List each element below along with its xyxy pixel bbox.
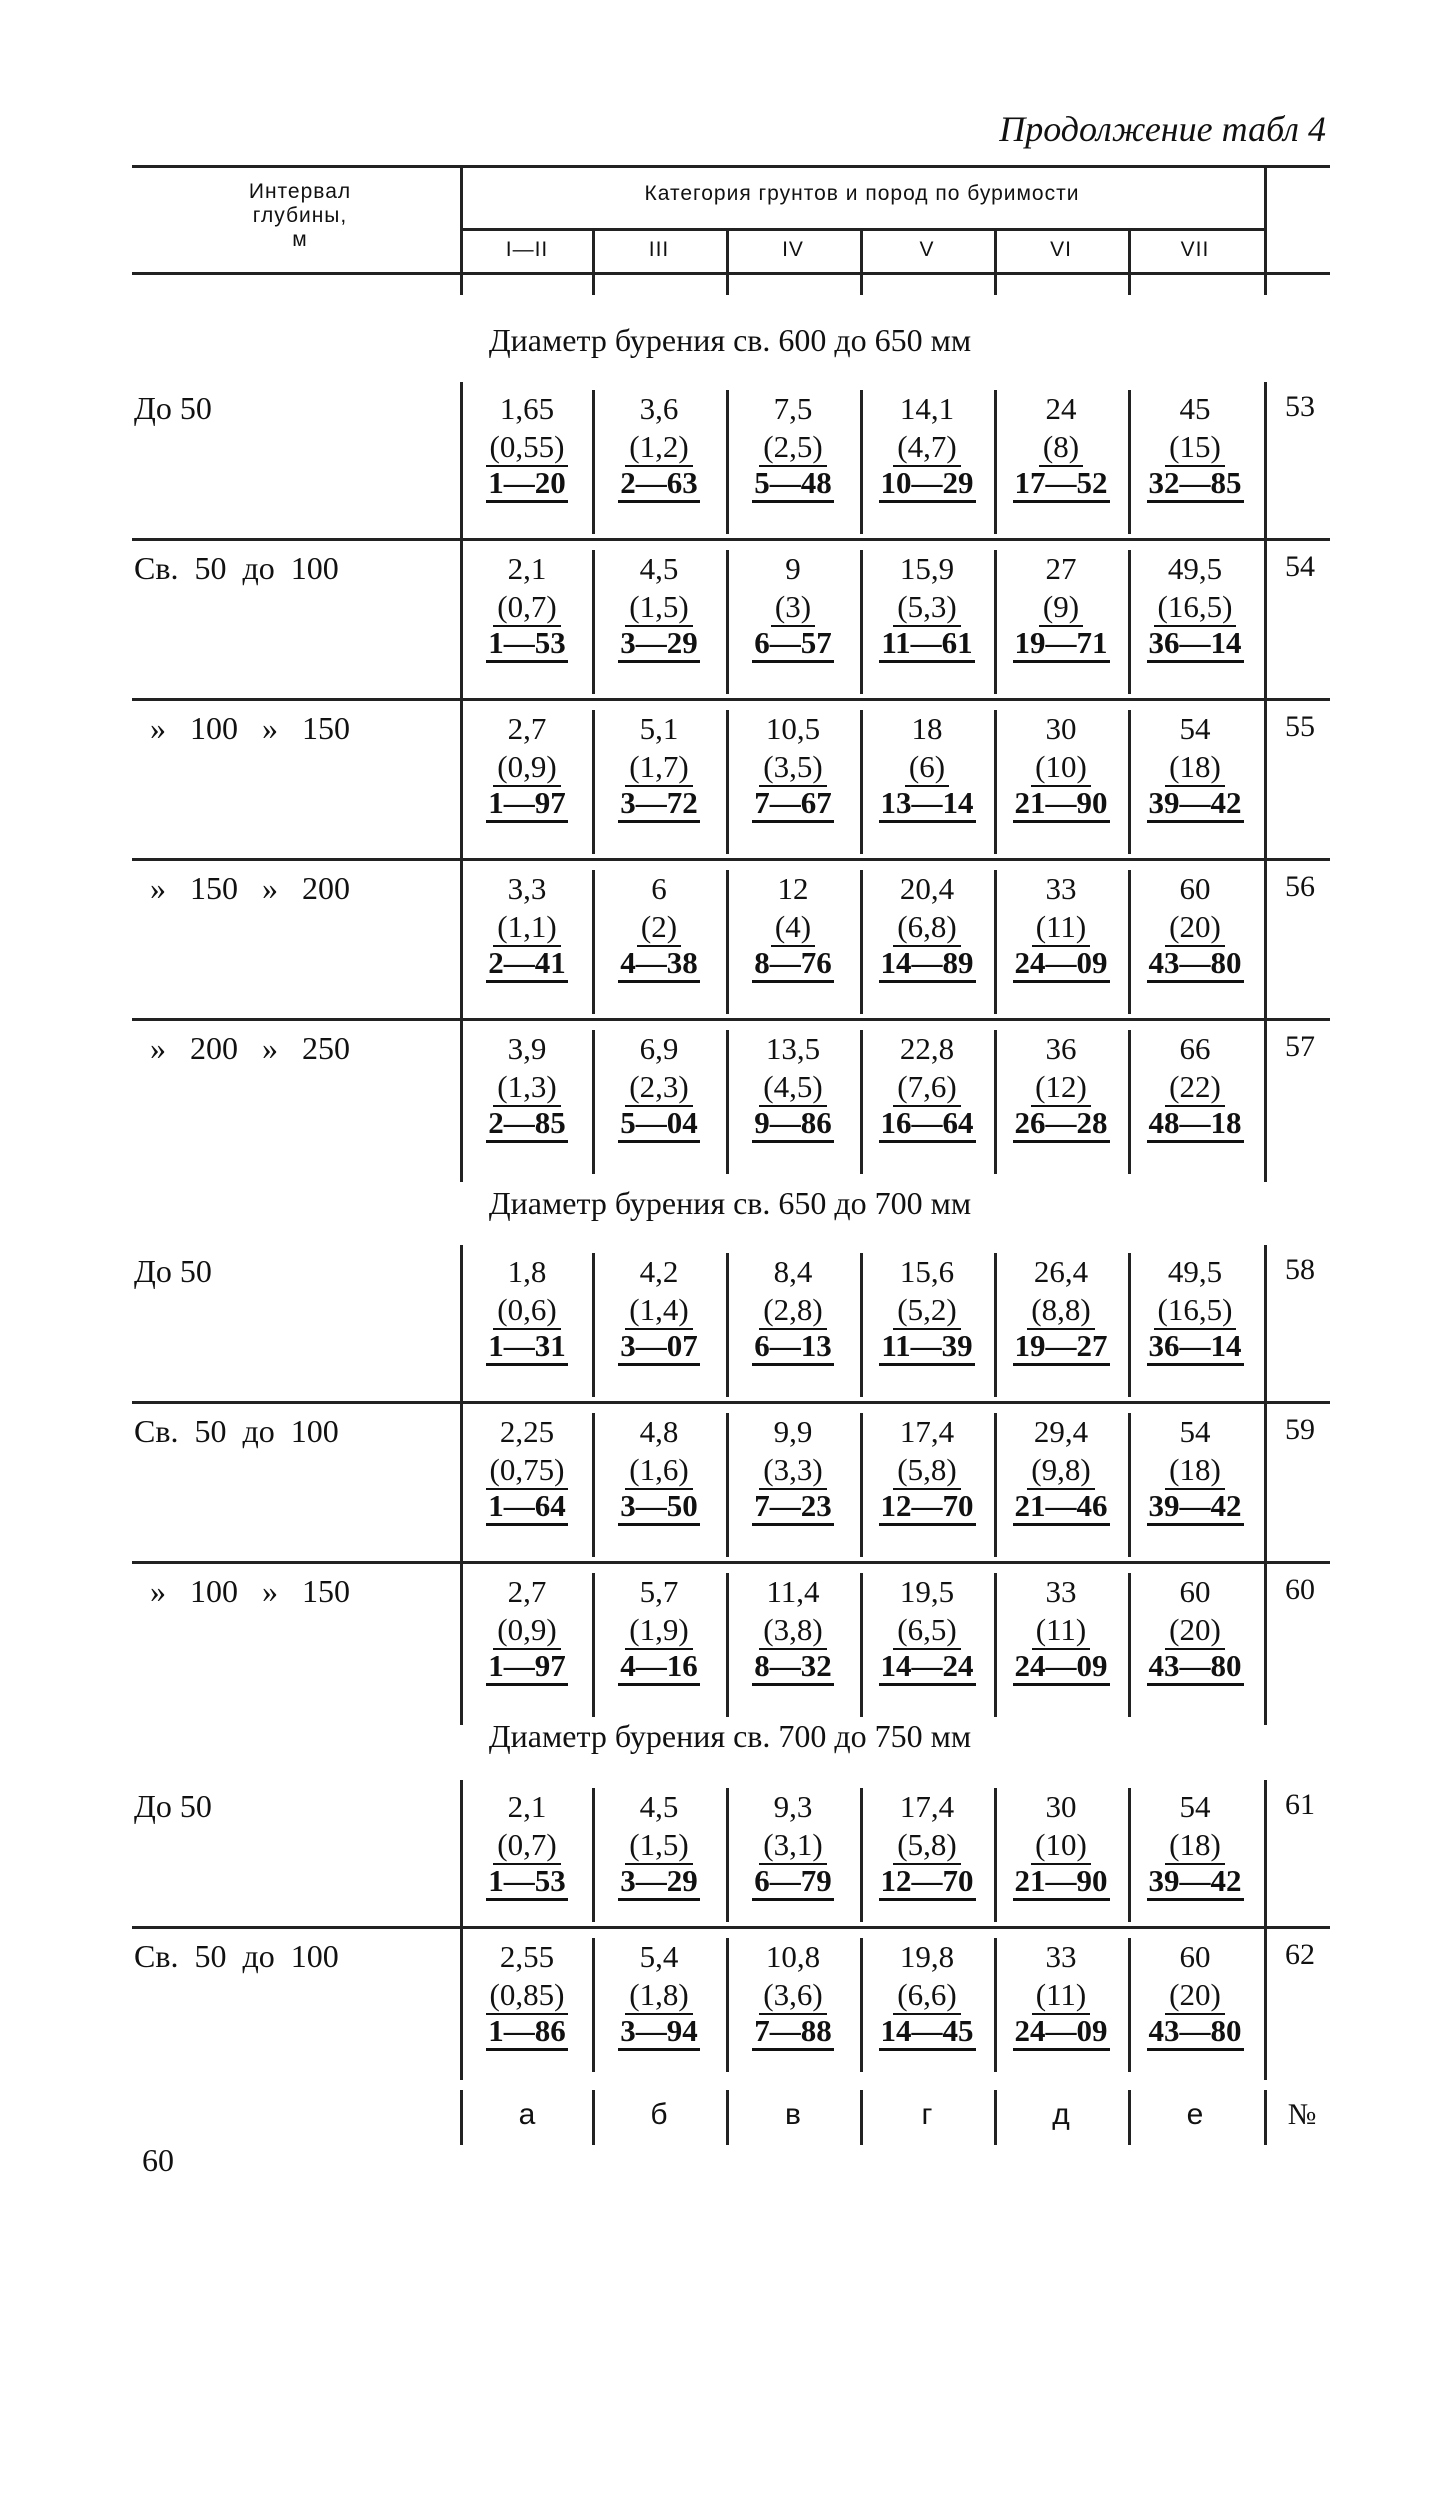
cell-value: 10,5 xyxy=(765,711,821,746)
cell-paren-value: (5,3) xyxy=(893,589,960,627)
cell-code: 7—88 xyxy=(752,2014,834,2051)
table-cell xyxy=(1128,1573,1262,1686)
cell-paren-value: (4,5) xyxy=(759,1069,826,1107)
table-cell xyxy=(726,710,860,823)
table-cell xyxy=(592,1253,726,1366)
cell-paren-value: (3,1) xyxy=(759,1827,826,1865)
section-title: Диаметр бурения св. 600 до 650 мм xyxy=(488,322,972,358)
cell-value: 5,4 xyxy=(639,1939,679,1974)
cell-value: 15,6 xyxy=(899,1254,955,1289)
cell-paren-value: (3) xyxy=(771,589,815,627)
cell-code: 6—79 xyxy=(752,1864,834,1901)
cell-code: 4—16 xyxy=(618,1649,700,1686)
cell-code: 2—41 xyxy=(486,946,568,983)
cell-code: 39—42 xyxy=(1147,1489,1244,1526)
cell-value: 11,4 xyxy=(766,1574,820,1609)
cell-paren-value: (12) xyxy=(1031,1069,1091,1107)
cell-paren-value: (7,6) xyxy=(893,1069,960,1107)
cell-value: 49,5 xyxy=(1167,1254,1223,1289)
cell-paren-value: (0,75) xyxy=(486,1452,569,1490)
cell-value: 54 xyxy=(1179,1414,1211,1449)
cell-value: 8,4 xyxy=(773,1254,813,1289)
table-cell xyxy=(592,1573,726,1686)
cell-code: 14—89 xyxy=(879,946,976,983)
cell-code: 3—94 xyxy=(618,2014,700,2051)
table-cell xyxy=(1128,1788,1262,1901)
cell-paren-value: (15) xyxy=(1165,429,1225,467)
column-letter: в xyxy=(785,2098,801,2131)
cell-value: 33 xyxy=(1045,871,1077,906)
cell-paren-value: (3,5) xyxy=(759,749,826,787)
column-header: V xyxy=(919,238,935,261)
cell-value: 17,4 xyxy=(899,1414,955,1449)
cell-paren-value: (1,1) xyxy=(493,909,560,947)
column-letter: е xyxy=(1186,2098,1204,2131)
table-cell xyxy=(460,1253,594,1366)
table-cell xyxy=(726,1938,860,2051)
cell-code: 3—29 xyxy=(618,626,700,663)
cell-code: 11—39 xyxy=(879,1329,974,1366)
table-cell xyxy=(994,1938,1128,2051)
cell-paren-value: (1,2) xyxy=(625,429,692,467)
cell-value: 17,4 xyxy=(899,1789,955,1824)
cell-code: 5—48 xyxy=(752,466,834,503)
cell-code: 24—09 xyxy=(1013,2014,1110,2051)
cell-value: 60 xyxy=(1179,1939,1211,1974)
cell-paren-value: (5,8) xyxy=(893,1827,960,1865)
cell-value: 5,7 xyxy=(639,1574,679,1609)
cell-value: 30 xyxy=(1045,1789,1077,1824)
cell-value: 60 xyxy=(1179,871,1211,906)
table-cell xyxy=(592,550,726,663)
cell-paren-value: (10) xyxy=(1031,749,1091,787)
row-label: Св. 50 до 100 xyxy=(134,1938,339,1974)
cell-paren-value: (0,55) xyxy=(486,429,569,467)
cell-paren-value: (20) xyxy=(1165,1612,1225,1650)
cell-code: 17—52 xyxy=(1013,466,1110,503)
column-header: III xyxy=(648,238,670,261)
cell-paren-value: (9,8) xyxy=(1027,1452,1094,1490)
cell-paren-value: (5,2) xyxy=(893,1292,960,1330)
cell-paren-value: (11) xyxy=(1032,1977,1091,2015)
cell-value: 7,5 xyxy=(773,391,813,426)
table-cell xyxy=(860,1030,994,1143)
cell-code: 3—29 xyxy=(618,1864,700,1901)
column-letter: б xyxy=(650,2098,668,2131)
cell-code: 1—64 xyxy=(486,1489,568,1526)
cell-value: 18 xyxy=(911,711,943,746)
cell-code: 2—85 xyxy=(486,1106,568,1143)
cell-value: 60 xyxy=(1179,1574,1211,1609)
cell-value: 9,9 xyxy=(773,1414,813,1449)
cell-value: 2,1 xyxy=(507,551,547,586)
cell-code: 13—14 xyxy=(879,786,976,823)
cell-code: 6—57 xyxy=(752,626,834,663)
table-cell xyxy=(1128,1030,1262,1143)
cell-value: 29,4 xyxy=(1033,1414,1089,1449)
table-cell xyxy=(726,390,860,503)
cell-value: 13,5 xyxy=(765,1031,821,1066)
table-cell xyxy=(726,550,860,663)
table-cell xyxy=(460,1573,594,1686)
cell-paren-value: (1,5) xyxy=(625,589,692,627)
cell-code: 4—38 xyxy=(618,946,700,983)
cell-code: 21—90 xyxy=(1013,786,1110,823)
cell-value: 14,1 xyxy=(899,391,955,426)
cell-paren-value: (3,8) xyxy=(759,1612,826,1650)
table-cell xyxy=(860,390,994,503)
row-number: 55 xyxy=(1285,710,1315,743)
row-label: Св. 50 до 100 xyxy=(134,1413,339,1449)
cell-value: 1,65 xyxy=(499,391,555,426)
row-label: » 150 » 200 xyxy=(150,870,350,906)
cell-paren-value: (16,5) xyxy=(1154,589,1237,627)
table-cell xyxy=(592,1413,726,1526)
cell-value: 2,7 xyxy=(507,711,547,746)
table-cell xyxy=(860,1573,994,1686)
row-label: До 50 xyxy=(134,390,212,426)
cell-code: 21—46 xyxy=(1013,1489,1110,1526)
cell-value: 2,7 xyxy=(507,1574,547,1609)
cell-code: 36—14 xyxy=(1147,1329,1244,1366)
cell-value: 6 xyxy=(651,871,667,906)
cell-code: 24—09 xyxy=(1013,1649,1110,1686)
cell-paren-value: (20) xyxy=(1165,909,1225,947)
row-label: » 200 » 250 xyxy=(150,1030,350,1066)
cell-value: 33 xyxy=(1045,1939,1077,1974)
cell-value: 4,8 xyxy=(639,1414,679,1449)
cell-paren-value: (5,8) xyxy=(893,1452,960,1490)
cell-paren-value: (2,8) xyxy=(759,1292,826,1330)
table-cell xyxy=(994,870,1128,983)
cell-paren-value: (2,5) xyxy=(759,429,826,467)
cell-value: 3,9 xyxy=(507,1031,547,1066)
cell-code: 3—72 xyxy=(618,786,700,823)
continuation-title: Продолжение табл 4 xyxy=(999,109,1326,149)
column-header: VI xyxy=(1050,238,1072,261)
cell-paren-value: (0,6) xyxy=(493,1292,560,1330)
cell-value: 5,1 xyxy=(639,711,679,746)
table-cell xyxy=(1128,550,1262,663)
table-cell xyxy=(460,390,594,503)
table-cell xyxy=(860,1413,994,1526)
cell-code: 43—80 xyxy=(1147,1649,1244,1686)
table-cell xyxy=(592,870,726,983)
row-number: 61 xyxy=(1285,1788,1315,1821)
section-title: Диаметр бурения св. 700 до 750 мм xyxy=(488,1718,972,1754)
cell-value: 9,3 xyxy=(773,1789,813,1824)
table-cell xyxy=(994,1413,1128,1526)
page-number: 60 xyxy=(142,2142,174,2178)
row-number: 53 xyxy=(1285,390,1315,423)
row-number: 58 xyxy=(1285,1253,1315,1286)
column-header: IV xyxy=(782,238,804,261)
cell-paren-value: (4,7) xyxy=(893,429,960,467)
table-cell xyxy=(1128,870,1262,983)
cell-code: 24—09 xyxy=(1013,946,1110,983)
cell-code: 19—27 xyxy=(1013,1329,1110,1366)
cell-paren-value: (3,3) xyxy=(759,1452,826,1490)
table-cell xyxy=(460,1788,594,1901)
cell-code: 9—86 xyxy=(752,1106,834,1143)
table-cell xyxy=(460,550,594,663)
cell-paren-value: (6) xyxy=(905,749,949,787)
cell-value: 54 xyxy=(1179,711,1211,746)
row-number: 62 xyxy=(1285,1938,1315,1971)
cell-code: 26—28 xyxy=(1013,1106,1110,1143)
cell-value: 20,4 xyxy=(899,871,955,906)
table-cell xyxy=(1128,1413,1262,1526)
table-cell xyxy=(726,1030,860,1143)
cell-code: 12—70 xyxy=(879,1489,976,1526)
cell-value: 15,9 xyxy=(899,551,955,586)
table-cell xyxy=(726,1573,860,1686)
cell-paren-value: (6,6) xyxy=(893,1977,960,2015)
cell-paren-value: (1,8) xyxy=(625,1977,692,2015)
cell-code: 1—86 xyxy=(486,2014,568,2051)
table-cell xyxy=(592,710,726,823)
cell-paren-value: (10) xyxy=(1031,1827,1091,1865)
cell-code: 1—97 xyxy=(486,1649,568,1686)
cell-paren-value: (2) xyxy=(637,909,681,947)
cell-paren-value: (8) xyxy=(1039,429,1083,467)
section-title: Диаметр бурения св. 650 до 700 мм xyxy=(488,1185,972,1221)
cell-code: 16—64 xyxy=(879,1106,976,1143)
cell-value: 36 xyxy=(1045,1031,1077,1066)
cell-value: 27 xyxy=(1045,551,1077,586)
table-cell xyxy=(994,1788,1128,1901)
cell-code: 3—07 xyxy=(618,1329,700,1366)
cell-value: 9 xyxy=(785,551,801,586)
cell-code: 21—90 xyxy=(1013,1864,1110,1901)
cell-value: 33 xyxy=(1045,1574,1077,1609)
cell-paren-value: (18) xyxy=(1165,1452,1225,1490)
cell-code: 6—13 xyxy=(752,1329,834,1366)
cell-code: 12—70 xyxy=(879,1864,976,1901)
row-label: До 50 xyxy=(134,1253,212,1289)
cell-code: 10—29 xyxy=(879,466,976,503)
cell-code: 48—18 xyxy=(1147,1106,1244,1143)
column-header: I—II xyxy=(505,238,549,261)
cell-code: 14—24 xyxy=(879,1649,976,1686)
cell-paren-value: (1,7) xyxy=(625,749,692,787)
cell-code: 1—53 xyxy=(486,626,568,663)
row-label: » 100 » 150 xyxy=(150,1573,350,1609)
cell-paren-value: (0,9) xyxy=(493,749,560,787)
column-header: VII xyxy=(1180,238,1210,261)
cell-paren-value: (11) xyxy=(1032,1612,1091,1650)
cell-paren-value: (0,85) xyxy=(486,1977,569,2015)
row-number: 54 xyxy=(1285,550,1315,583)
cell-value: 2,1 xyxy=(507,1789,547,1824)
cell-code: 5—04 xyxy=(618,1106,700,1143)
table-cell xyxy=(1128,390,1262,503)
row-label: » 100 » 150 xyxy=(150,710,350,746)
cell-paren-value: (2,3) xyxy=(625,1069,692,1107)
table-cell xyxy=(726,870,860,983)
cell-code: 8—32 xyxy=(752,1649,834,1686)
cell-code: 7—23 xyxy=(752,1489,834,1526)
cell-value: 19,8 xyxy=(899,1939,955,1974)
cell-value: 66 xyxy=(1179,1031,1211,1066)
cell-code: 43—80 xyxy=(1147,946,1244,983)
cell-paren-value: (16,5) xyxy=(1154,1292,1237,1330)
table-cell xyxy=(994,710,1128,823)
cell-paren-value: (18) xyxy=(1165,1827,1225,1865)
row-label: До 50 xyxy=(134,1788,212,1824)
table-cell xyxy=(994,1253,1128,1366)
row-number: 56 xyxy=(1285,870,1315,903)
cell-code: 3—50 xyxy=(618,1489,700,1526)
cell-value: 2,25 xyxy=(499,1414,555,1449)
column-letter: г xyxy=(921,2098,933,2131)
cell-code: 1—20 xyxy=(486,466,568,503)
cell-code: 36—14 xyxy=(1147,626,1244,663)
table-cell xyxy=(1128,1253,1262,1366)
cell-code: 7—67 xyxy=(752,786,834,823)
table-cell xyxy=(460,1030,594,1143)
cell-paren-value: (6,8) xyxy=(893,909,960,947)
table-cell xyxy=(460,710,594,823)
table-cell xyxy=(860,870,994,983)
cell-value: 22,8 xyxy=(899,1031,955,1066)
table-cell xyxy=(592,390,726,503)
number-column-label: № xyxy=(1287,2098,1317,2131)
cell-code: 1—31 xyxy=(486,1329,568,1366)
cell-paren-value: (1,5) xyxy=(625,1827,692,1865)
cell-value: 3,3 xyxy=(507,871,547,906)
table-cell xyxy=(860,1788,994,1901)
cell-code: 32—85 xyxy=(1147,466,1244,503)
table-cell xyxy=(994,390,1128,503)
cell-code: 14—45 xyxy=(879,2014,976,2051)
cell-paren-value: (6,5) xyxy=(893,1612,960,1650)
table-cell xyxy=(860,550,994,663)
cell-paren-value: (0,7) xyxy=(493,589,560,627)
table-cell xyxy=(1128,710,1262,823)
cell-paren-value: (0,7) xyxy=(493,1827,560,1865)
cell-paren-value: (22) xyxy=(1165,1069,1225,1107)
table-cell xyxy=(592,1788,726,1901)
cell-value: 45 xyxy=(1179,391,1211,426)
table-cell xyxy=(726,1788,860,1901)
row-number: 60 xyxy=(1285,1573,1315,1606)
table-cell xyxy=(994,550,1128,663)
cell-value: 10,8 xyxy=(765,1939,821,1974)
cell-paren-value: (4) xyxy=(771,909,815,947)
cell-code: 1—53 xyxy=(486,1864,568,1901)
table-cell xyxy=(460,870,594,983)
cell-code: 39—42 xyxy=(1147,786,1244,823)
cell-paren-value: (1,6) xyxy=(625,1452,692,1490)
cell-value: 24 xyxy=(1045,391,1077,426)
cell-code: 1—97 xyxy=(486,786,568,823)
table-cell xyxy=(860,1938,994,2051)
category-header: Категория грунтов и пород по буримости xyxy=(644,182,1080,205)
cell-paren-value: (20) xyxy=(1165,1977,1225,2015)
cell-value: 1,8 xyxy=(507,1254,547,1289)
cell-value: 19,5 xyxy=(899,1574,955,1609)
cell-paren-value: (8,8) xyxy=(1027,1292,1094,1330)
cell-value: 4,5 xyxy=(639,551,679,586)
interval-header: Интервал глубины, м xyxy=(248,180,352,251)
cell-code: 8—76 xyxy=(752,946,834,983)
table-cell xyxy=(994,1030,1128,1143)
cell-code: 2—63 xyxy=(618,466,700,503)
cell-paren-value: (18) xyxy=(1165,749,1225,787)
table-cell xyxy=(460,1413,594,1526)
cell-paren-value: (1,4) xyxy=(625,1292,692,1330)
cell-value: 30 xyxy=(1045,711,1077,746)
cell-value: 3,6 xyxy=(639,391,679,426)
column-letter: д xyxy=(1052,2098,1070,2131)
table-cell xyxy=(860,710,994,823)
row-number: 59 xyxy=(1285,1413,1315,1446)
cell-value: 54 xyxy=(1179,1789,1211,1824)
cell-paren-value: (11) xyxy=(1032,909,1091,947)
cell-value: 4,5 xyxy=(639,1789,679,1824)
table-cell xyxy=(460,1938,594,2051)
cell-value: 6,9 xyxy=(639,1031,679,1066)
table-cell xyxy=(592,1938,726,2051)
cell-paren-value: (1,9) xyxy=(625,1612,692,1650)
cell-code: 19—71 xyxy=(1013,626,1110,663)
row-number: 57 xyxy=(1285,1030,1315,1063)
column-letter: а xyxy=(518,2098,536,2131)
cell-value: 2,55 xyxy=(499,1939,555,1974)
table-cell xyxy=(994,1573,1128,1686)
cell-code: 43—80 xyxy=(1147,2014,1244,2051)
cell-paren-value: (0,9) xyxy=(493,1612,560,1650)
cell-value: 26,4 xyxy=(1033,1254,1089,1289)
cell-value: 12 xyxy=(777,871,809,906)
table-cell xyxy=(726,1413,860,1526)
table-cell xyxy=(860,1253,994,1366)
table-cell xyxy=(1128,1938,1262,2051)
table-cell xyxy=(592,1030,726,1143)
cell-paren-value: (3,6) xyxy=(759,1977,826,2015)
cell-code: 11—61 xyxy=(879,626,974,663)
cell-paren-value: (1,3) xyxy=(493,1069,560,1107)
cell-value: 4,2 xyxy=(639,1254,679,1289)
row-label: Св. 50 до 100 xyxy=(134,550,339,586)
cell-value: 49,5 xyxy=(1167,551,1223,586)
table-cell xyxy=(726,1253,860,1366)
cell-paren-value: (9) xyxy=(1039,589,1083,627)
cell-code: 39—42 xyxy=(1147,1864,1244,1901)
